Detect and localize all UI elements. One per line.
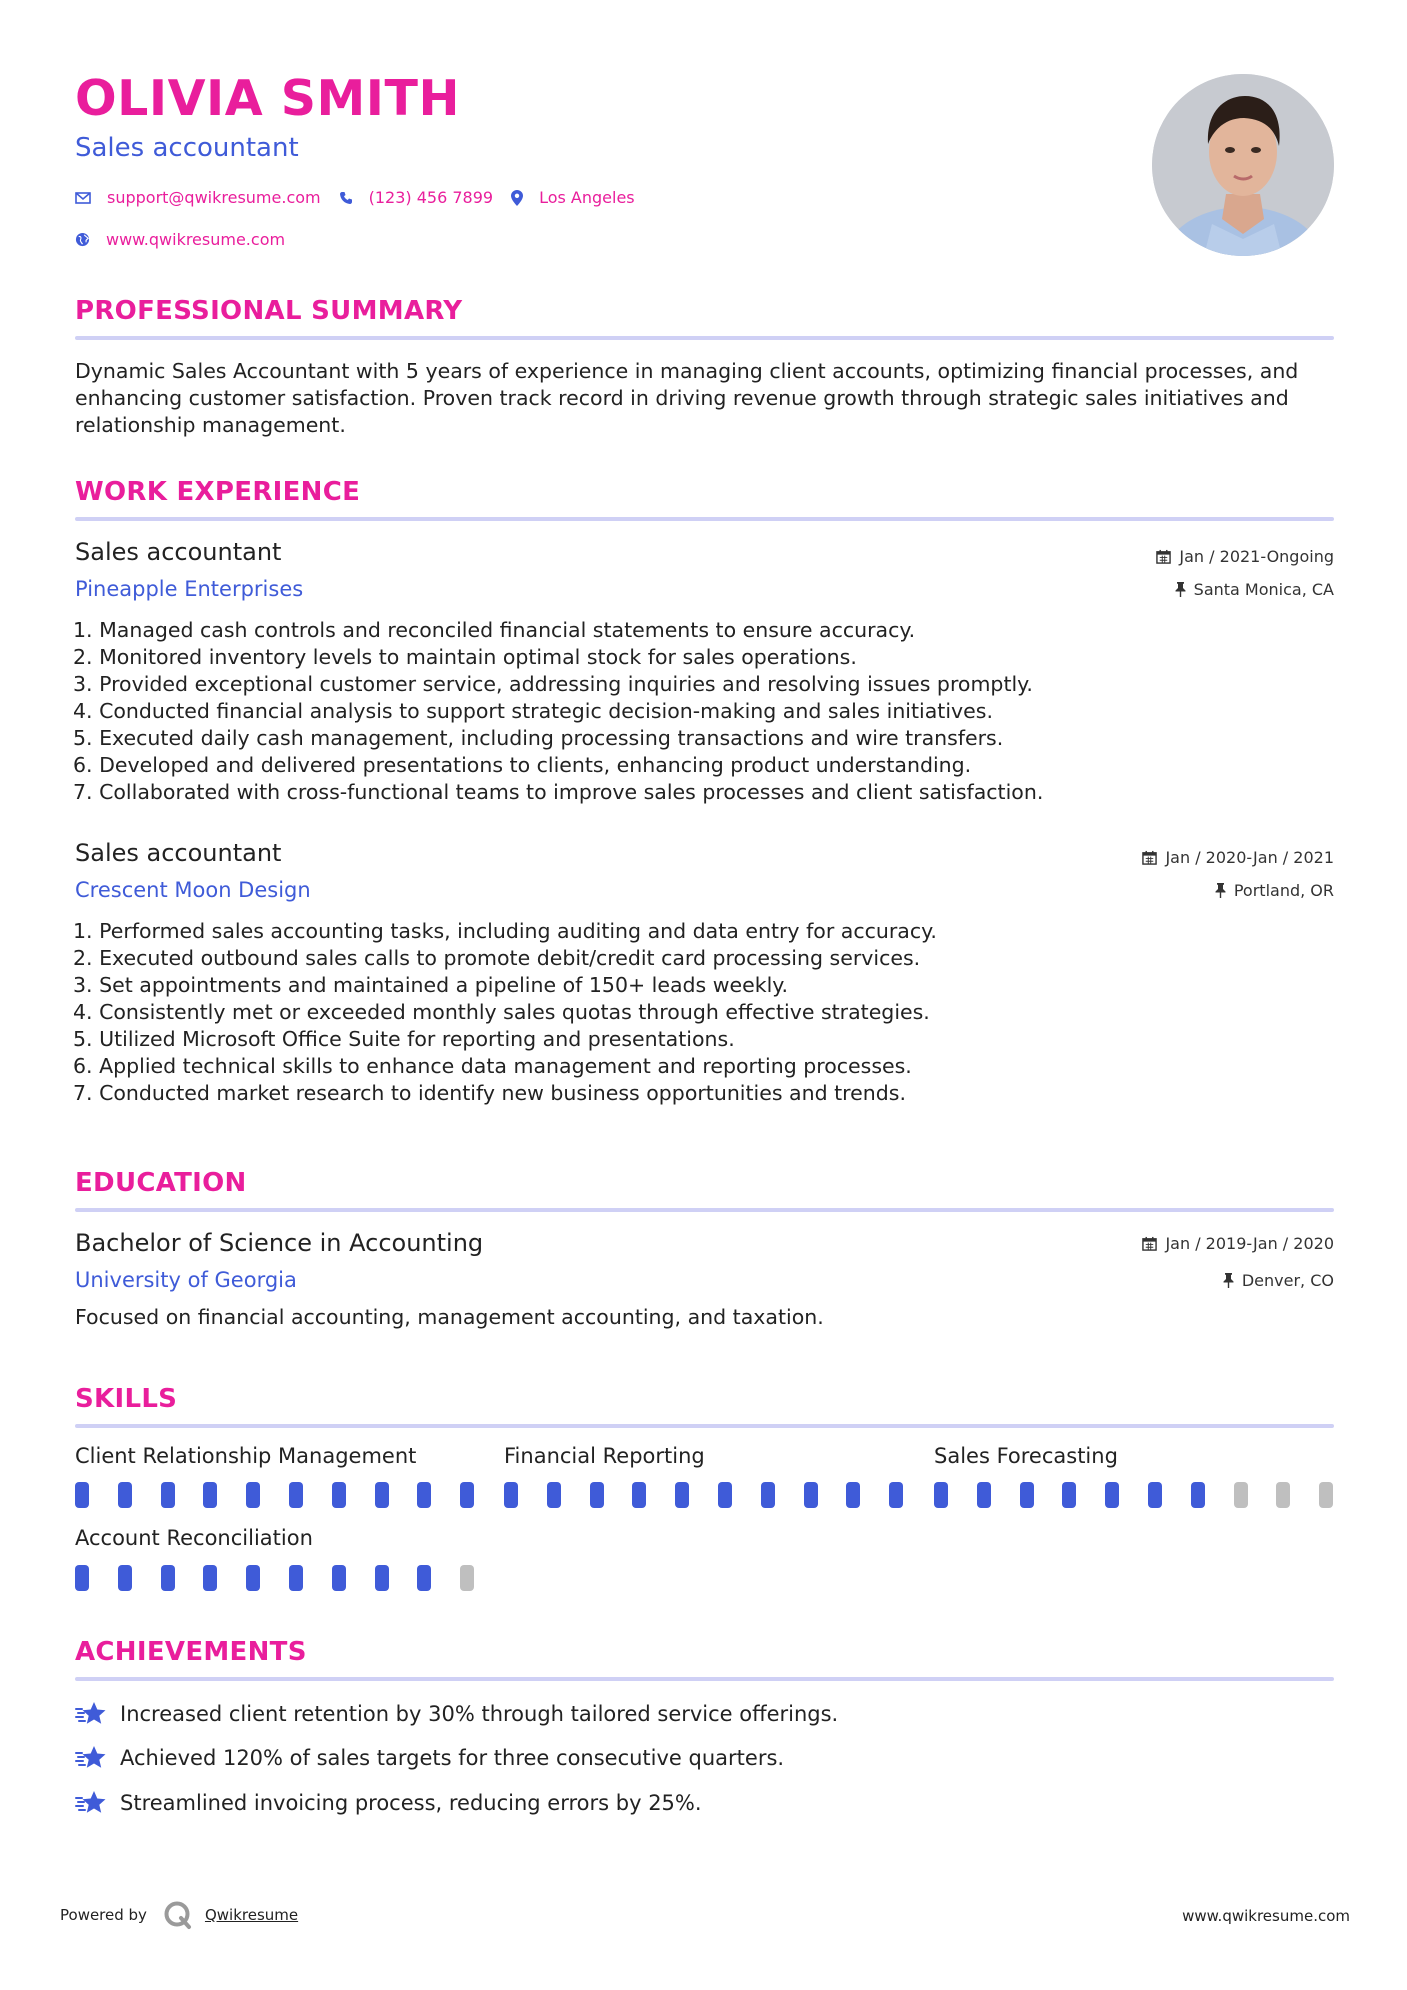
job-bullet: 3. Set appointments and maintained a pipeline of 150+ leads weekly. xyxy=(73,973,789,997)
summary-heading: PROFESSIONAL SUMMARY xyxy=(75,296,463,326)
calendar-icon xyxy=(1142,850,1157,865)
skill-dot-filled xyxy=(460,1482,474,1508)
job-title: Sales accountant xyxy=(75,839,282,867)
experience-divider xyxy=(75,517,1334,521)
website-row xyxy=(75,230,303,249)
job-bullets xyxy=(73,617,1335,806)
achievements-divider xyxy=(75,1677,1334,1681)
skill-dot-filled xyxy=(1062,1482,1076,1508)
experience-heading: WORK EXPERIENCE xyxy=(75,477,361,507)
skill-dot-filled xyxy=(75,1482,89,1508)
skills-divider xyxy=(75,1424,1334,1428)
phone-contact[interactable] xyxy=(339,188,493,207)
location-text: Los Angeles xyxy=(539,188,635,207)
summary-divider xyxy=(75,336,1334,340)
skill-dot-filled xyxy=(246,1565,260,1591)
email-text: support@qwikresume.com xyxy=(107,188,321,207)
skill-dot-empty xyxy=(1319,1482,1333,1508)
education-dates xyxy=(1142,1234,1334,1253)
skill-dot-filled xyxy=(203,1482,217,1508)
skill-dot-filled xyxy=(375,1565,389,1591)
achievement-item xyxy=(75,1789,702,1817)
skill-dot-filled xyxy=(1020,1482,1034,1508)
skill-dot-filled xyxy=(332,1565,346,1591)
skill-dot-empty xyxy=(1234,1482,1248,1508)
skill-name: Financial Reporting xyxy=(504,1444,705,1468)
skill-dot-filled xyxy=(846,1482,860,1508)
website-contact[interactable] xyxy=(75,230,285,249)
skill-name: Sales Forecasting xyxy=(934,1444,1118,1468)
qwikresume-logo-icon xyxy=(163,1900,193,1930)
skill-dot-filled xyxy=(590,1482,604,1508)
achievement-text: Streamlined invoicing process, reducing errors by 25%. xyxy=(120,1791,702,1815)
skill-dot-filled xyxy=(718,1482,732,1508)
skill-rating xyxy=(504,1482,932,1508)
candidate-name: OLIVIA SMITH xyxy=(75,70,460,127)
job-location-text: Portland, OR xyxy=(1233,881,1334,900)
skill-dot-filled xyxy=(1148,1482,1162,1508)
education-divider xyxy=(75,1208,1334,1212)
company-name: Crescent Moon Design xyxy=(75,878,311,902)
phone-text: (123) 456 7899 xyxy=(368,188,494,207)
map-pin-icon xyxy=(511,190,523,206)
school-name: University of Georgia xyxy=(75,1268,297,1292)
job-dates-text: Jan / 2020-Jan / 2021 xyxy=(1165,848,1334,867)
skill-dot-filled xyxy=(804,1482,818,1508)
pushpin-icon xyxy=(1223,1273,1234,1288)
skill-dot-filled xyxy=(289,1565,303,1591)
job-bullet: 7. Conducted market research to identify new business opportunities and trends. xyxy=(73,1081,906,1105)
job-bullet: 6. Developed and delivered presentations to clients, enhancing product understanding. xyxy=(73,753,972,777)
skill-rating xyxy=(75,1565,503,1591)
skill-dot-empty xyxy=(460,1565,474,1591)
job-bullet: 2. Executed outbound sales calls to promote debit/credit card processing services. xyxy=(73,946,921,970)
website-text: www.qwikresume.com xyxy=(106,230,286,249)
skill-dot-filled xyxy=(675,1482,689,1508)
globe-icon xyxy=(75,232,90,247)
skill-dot-empty xyxy=(1276,1482,1290,1508)
skill-dot-filled xyxy=(75,1565,89,1591)
skill-dot-filled xyxy=(1105,1482,1119,1508)
email-contact[interactable] xyxy=(75,188,321,207)
achievement-item xyxy=(75,1700,838,1728)
skill-name: Account Reconciliation xyxy=(75,1526,313,1550)
footer-branding xyxy=(60,1900,298,1930)
location-contact xyxy=(511,188,635,207)
skill-dot-filled xyxy=(889,1482,903,1508)
job-dates xyxy=(1156,547,1334,566)
achievements-heading: ACHIEVEMENTS xyxy=(75,1637,307,1667)
achievement-text: Increased client retention by 30% through tailored service offerings. xyxy=(120,1702,839,1726)
job-location-text: Santa Monica, CA xyxy=(1193,580,1334,599)
pushpin-icon xyxy=(1215,883,1226,898)
achievement-text: Achieved 120% of sales targets for three consecutive quarters. xyxy=(120,1746,785,1770)
job-bullet: 5. Utilized Microsoft Office Suite for reporting and presentations. xyxy=(73,1027,735,1051)
skill-rating xyxy=(75,1482,503,1508)
skill-rating xyxy=(934,1482,1362,1508)
skill-dot-filled xyxy=(977,1482,991,1508)
job-bullet: 1. Performed sales accounting tasks, including auditing and data entry for accuracy. xyxy=(73,919,937,943)
pushpin-icon xyxy=(1175,582,1186,597)
job-dates-text: Jan / 2021-Ongoing xyxy=(1179,547,1334,566)
star-icon xyxy=(75,1700,108,1728)
skill-dot-filled xyxy=(761,1482,775,1508)
profile-photo xyxy=(1152,74,1334,256)
skill-dot-filled xyxy=(632,1482,646,1508)
skill-dot-filled xyxy=(161,1482,175,1508)
footer-website[interactable]: www.qwikresume.com xyxy=(1182,1907,1350,1925)
calendar-icon xyxy=(1156,549,1171,564)
job-location xyxy=(1215,881,1334,900)
skill-dot-filled xyxy=(332,1482,346,1508)
skill-dot-filled xyxy=(504,1482,518,1508)
job-bullet: 4. Conducted financial analysis to support strategic decision-making and sales initiatives. xyxy=(73,699,993,723)
education-location xyxy=(1223,1271,1334,1290)
skill-dot-filled xyxy=(203,1565,217,1591)
skill-name: Client Relationship Management xyxy=(75,1444,417,1468)
skill-dot-filled xyxy=(161,1565,175,1591)
candidate-title: Sales accountant xyxy=(75,133,299,163)
education-location-text: Denver, CO xyxy=(1241,1271,1334,1290)
skill-dot-filled xyxy=(118,1565,132,1591)
job-bullet: 5. Executed daily cash management, including processing transactions and wire transfers. xyxy=(73,726,1004,750)
job-bullet: 4. Consistently met or exceeded monthly sales quotas through effective strategies. xyxy=(73,1000,930,1024)
skill-dot-filled xyxy=(417,1482,431,1508)
job-bullets xyxy=(73,918,1335,1107)
job-location xyxy=(1175,580,1334,599)
job-bullet: 2. Monitored inventory levels to maintain optimal stock for sales operations. xyxy=(73,645,857,669)
star-icon xyxy=(75,1789,108,1817)
job-dates xyxy=(1142,848,1334,867)
qwikresume-link[interactable]: Qwikresume xyxy=(204,1906,299,1924)
skill-dot-filled xyxy=(934,1482,948,1508)
achievement-item xyxy=(75,1744,784,1772)
job-bullet: 7. Collaborated with cross-functional teams to improve sales processes and client satisfaction. xyxy=(73,780,1044,804)
skill-dot-filled xyxy=(118,1482,132,1508)
powered-by-label: Powered by xyxy=(60,1906,147,1924)
job-bullet: 3. Provided exceptional customer service, addressing inquiries and resolving issues promptly. xyxy=(73,672,1033,696)
skill-dot-filled xyxy=(417,1565,431,1591)
education-dates-text: Jan / 2019-Jan / 2020 xyxy=(1165,1234,1334,1253)
star-icon xyxy=(75,1744,108,1772)
skills-heading: SKILLS xyxy=(75,1384,178,1414)
skill-dot-filled xyxy=(246,1482,260,1508)
phone-icon xyxy=(339,191,353,205)
education-description: Focused on financial accounting, management accounting, and taxation. xyxy=(75,1305,824,1329)
envelope-icon xyxy=(75,192,91,204)
skill-dot-filled xyxy=(289,1482,303,1508)
contact-row xyxy=(75,188,653,207)
job-bullet: 6. Applied technical skills to enhance data management and reporting processes. xyxy=(73,1054,912,1078)
degree-title: Bachelor of Science in Accounting xyxy=(75,1229,484,1257)
skill-dot-filled xyxy=(1191,1482,1205,1508)
company-name: Pineapple Enterprises xyxy=(75,577,304,601)
calendar-icon xyxy=(1142,1236,1157,1251)
job-bullet: 1. Managed cash controls and reconciled financial statements to ensure accuracy. xyxy=(73,618,916,642)
job-title: Sales accountant xyxy=(75,538,282,566)
skill-dot-filled xyxy=(375,1482,389,1508)
skill-dot-filled xyxy=(547,1482,561,1508)
education-heading: EDUCATION xyxy=(75,1168,247,1198)
summary-text: Dynamic Sales Accountant with 5 years of experience in managing client accounts, optimizing financial processes, and enhancing customer satisfaction. Proven track record in driving revenue growth through strategic sales initiatives and relationship management. xyxy=(75,359,1299,437)
